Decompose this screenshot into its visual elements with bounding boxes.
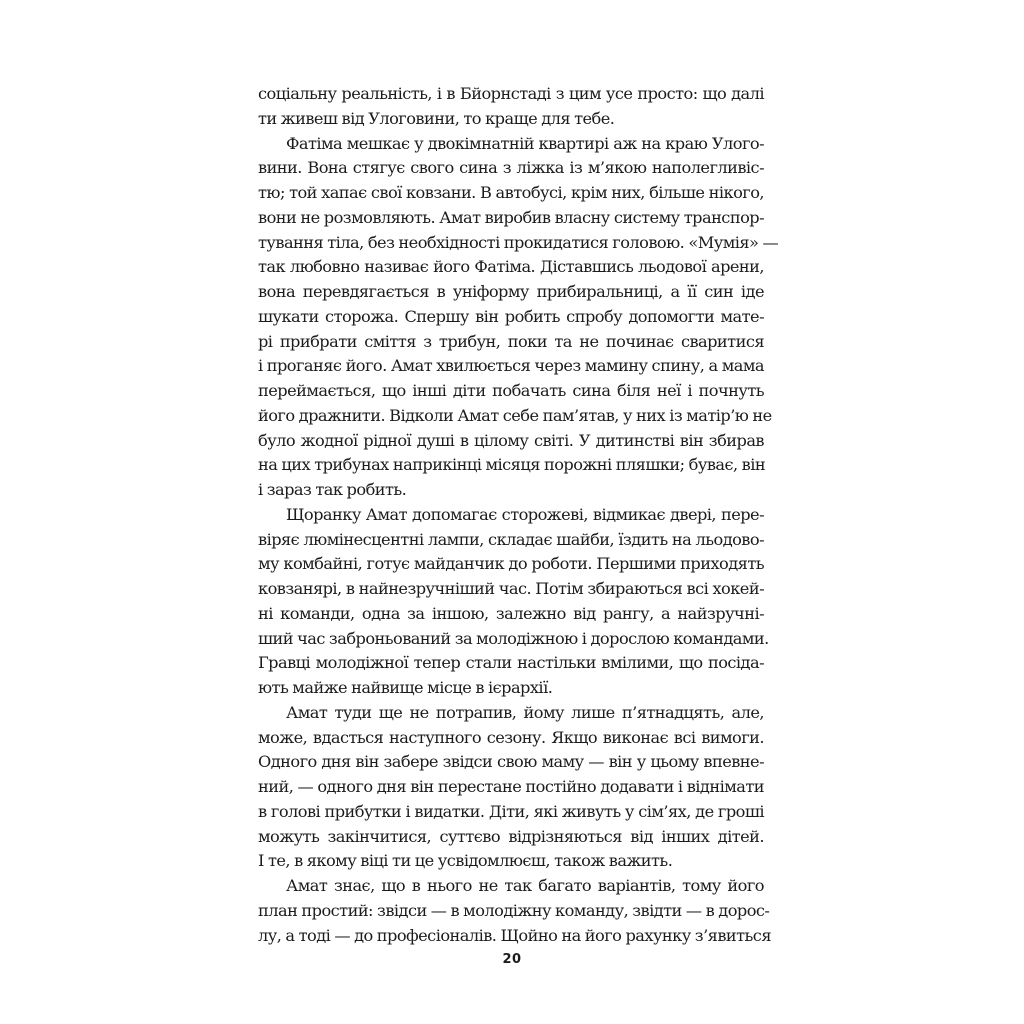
- text-line: Гравці молодіжної тепер стали настільки вмілими, що посіда-: [258, 653, 764, 673]
- text-line: Амат знає, що в нього не так багато варіантів, тому його: [286, 876, 764, 895]
- text-line: так любовно називає його Фатіма. Діставшись льодової арени,: [258, 257, 764, 277]
- text-line: Щоранку Амат допомагає сторожеві, відмикає двері, пере-: [286, 504, 764, 524]
- text-line: ти живеш від Улоговини, то краще для тебе.: [258, 108, 615, 128]
- text-line: вона перевдягається в уніформу прибиральниці, а її син іде: [258, 282, 764, 301]
- text-line: ковзанярі, в найнезручніший час. Потім збираються всі хокей-: [258, 579, 764, 598]
- page-body-text: [258, 82, 779, 948]
- text-line: Одного дня він забере звідси свою маму — він у цьому впевне-: [258, 752, 764, 772]
- text-line: І те, в якому віці ти це усвідомлюєш, також важить.: [258, 851, 673, 871]
- text-line: його дражнити. Відколи Амат себе пам’ятав, у них із матір’ю не: [258, 405, 772, 425]
- paragraph: [258, 874, 771, 948]
- paragraph: [258, 132, 779, 503]
- paragraph: [258, 701, 764, 874]
- text-line: і зараз так робить.: [258, 480, 407, 499]
- text-line: ні команди, одна за іншою, залежно від рангу, а найзручні-: [258, 603, 764, 623]
- text-line: лу, а тоді — до професіоналів. Щойно на його рахунку з’явиться: [258, 925, 771, 945]
- text-line: і проганяє його. Амат хвилюється через мамину спину, а мама: [258, 356, 764, 376]
- text-line: рі прибрати сміття з трибун, поки та не починає сваритися: [258, 331, 764, 351]
- text-line: соціальну реальність, і в Бйорнстаді з цим усе просто: що далі: [258, 84, 764, 103]
- text-line: ний, — одного дня він перестане постійно додавати і віднімати: [258, 777, 764, 796]
- text-line: в голові прибутки і видатки. Діти, які живуть у сім’ях, де гроші: [258, 801, 764, 821]
- text-line: було жодної рідної душі в цілому світі. У дитинстві він збирав: [258, 430, 764, 450]
- text-line: му комбайні, готує майданчик до роботи. Першими приходять: [258, 554, 764, 574]
- text-line: Фатіма мешкає у двокімнатній квартирі аж на краю Улого-: [286, 133, 764, 153]
- paragraph: [258, 82, 764, 132]
- text-line: на цих трибунах наприкінці місяця порожні пляшки; буває, він: [258, 455, 766, 475]
- text-line: можуть закінчитися, суттєво відрізняються від інших дітей.: [258, 826, 764, 846]
- text-line: шукати сторожа. Спершу він робить спробу допомогти мате-: [258, 306, 764, 326]
- text-line: ють майже найвище місце в ієрархії.: [258, 678, 553, 697]
- text-line: Амат туди ще не потрапив, йому лише п’ятнадцять, але,: [286, 702, 764, 722]
- text-line: переймається, що інші діти побачать сина біля неї і почнуть: [258, 381, 764, 400]
- text-line: вони не розмовляють. Амат виробив власну систему транспор-: [258, 207, 764, 227]
- text-line: тування тіла, без необхідності прокидатися головою. «Мумія» —: [258, 232, 779, 252]
- text-line: може, вдасться наступного сезону. Якщо виконає всі вимоги.: [258, 727, 764, 747]
- text-line: тю; той хапає свої ковзани. В автобусі, крім них, більше нікого,: [258, 183, 764, 202]
- text-line: віряє люмінесцентні лампи, складає шайби, їздить на льодово-: [258, 529, 764, 549]
- page-number: 20: [502, 952, 522, 967]
- text-line: вини. Вона стягує свого сина з ліжка із м’якою наполегливіс-: [258, 158, 764, 178]
- paragraph: [258, 503, 769, 701]
- text-line: ший час заброньований за молодіжною і дорослою командами.: [258, 628, 769, 648]
- text-line: план простий: звідси — в молодіжну команду, звідти — в дорос-: [258, 900, 770, 920]
